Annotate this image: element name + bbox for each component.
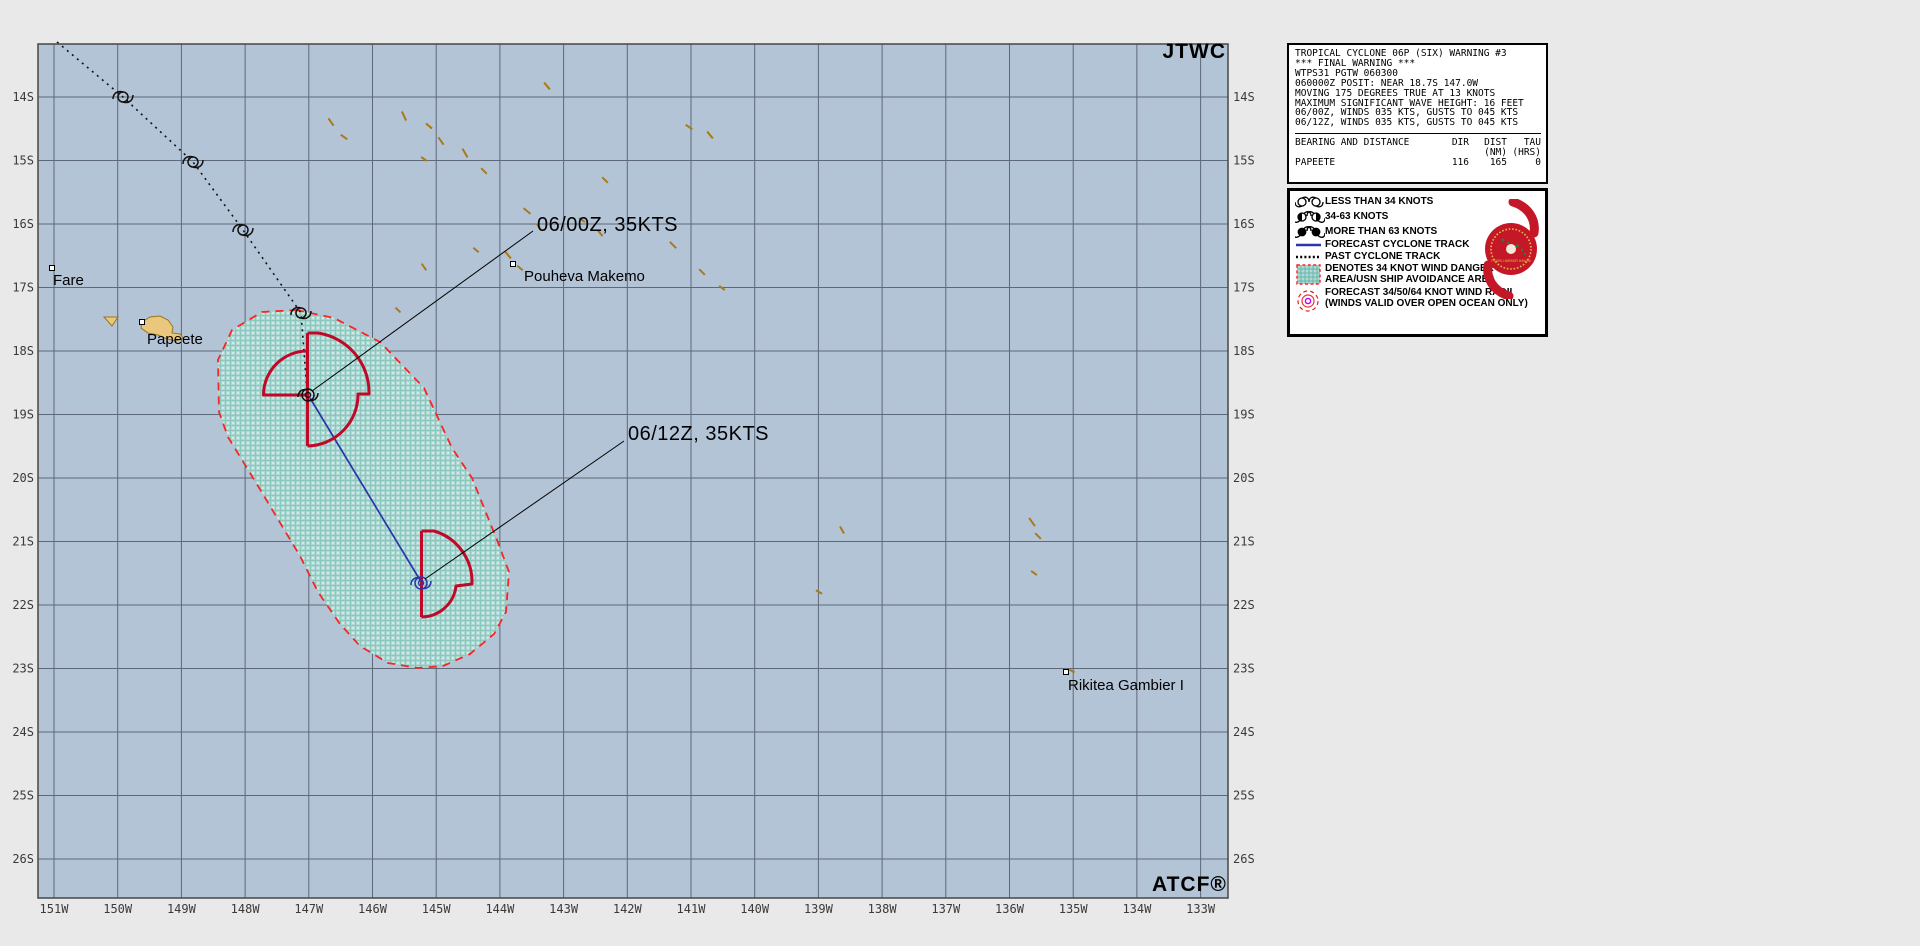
bearing-row-name: PAPEETE xyxy=(1295,157,1336,169)
longitude-tick-label: 135W xyxy=(1058,902,1088,916)
longitude-tick-label: 150W xyxy=(103,902,133,916)
latitude-tick-label-left: 22S xyxy=(12,598,34,612)
city-label: Fare xyxy=(53,272,84,289)
unit-nm: (NM) xyxy=(1484,147,1507,159)
latitude-tick-label-right: 20S xyxy=(1233,471,1255,485)
storm-lt34-icon xyxy=(1295,195,1325,209)
city-marker xyxy=(140,320,145,325)
forecast-track-icon xyxy=(1295,241,1325,249)
latitude-tick-label-right: 16S xyxy=(1233,217,1255,231)
bearing-row-tau: 0 xyxy=(1535,157,1541,169)
longitude-tick-label: 148W xyxy=(230,902,260,916)
latitude-tick-label-right: 18S xyxy=(1233,344,1255,358)
legend xyxy=(1287,188,1548,337)
past-track-icon xyxy=(1295,253,1325,261)
bearing-table-title: BEARING AND DISTANCE xyxy=(1295,137,1410,149)
latitude-tick-label-left: 24S xyxy=(12,725,34,739)
forecast-point-label: 06/00Z, 35KTS xyxy=(537,214,679,236)
atcf-watermark: ATCF® xyxy=(1152,873,1227,896)
svg-text:PEARL HARBOR HAWAII: PEARL HARBOR HAWAII xyxy=(1491,259,1531,263)
latitude-tick-label-left: 25S xyxy=(12,788,34,803)
bearing-row-dir: 116 xyxy=(1451,157,1469,169)
latitude-tick-label-right: 17S xyxy=(1233,280,1255,295)
latitude-tick-label-left: 16S xyxy=(12,217,34,231)
ocean-area xyxy=(38,44,1228,898)
longitude-tick-label: 144W xyxy=(485,902,515,916)
latitude-tick-label-right: 24S xyxy=(1233,725,1255,739)
warning-info-box xyxy=(1287,43,1548,184)
col-dist: DIST xyxy=(1484,137,1507,149)
longitude-tick-label: 145W xyxy=(421,902,451,916)
legend-label: PAST CYCLONE TRACK xyxy=(1325,250,1441,262)
latitude-tick-label-right: 19S xyxy=(1233,407,1255,422)
latitude-tick-label-right: 25S xyxy=(1233,788,1255,803)
bearing-row-dist: 165 xyxy=(1489,157,1507,169)
longitude-tick-label: 134W xyxy=(1122,902,1152,916)
warning-line: 06/00Z, WINDS 035 KTS, GUSTS TO 045 KTS xyxy=(1295,107,1519,119)
city-label: Papeete xyxy=(147,331,203,348)
latitude-tick-label-right: 26S xyxy=(1233,852,1255,866)
longitude-tick-label: 133W xyxy=(1186,902,1216,916)
forecast-point-label: 06/12Z, 35KTS xyxy=(628,423,770,445)
jtwc-watermark: JTWC xyxy=(1162,40,1226,63)
latitude-tick-label-left: 21S xyxy=(12,534,34,549)
longitude-tick-label: 143W xyxy=(549,902,579,916)
city-marker xyxy=(511,262,516,267)
latitude-tick-label-right: 14S xyxy=(1233,90,1255,104)
legend-label: DENOTES 34 KNOT WIND DANGER AREA/USN SHIP AVOIDANCE AREA xyxy=(1325,263,1496,285)
longitude-tick-label: 141W xyxy=(676,902,706,916)
warning-line: MOVING 175 DEGREES TRUE AT 13 KNOTS xyxy=(1295,87,1496,99)
longitude-tick-label: 138W xyxy=(867,902,897,916)
latitude-tick-label-right: 22S xyxy=(1233,598,1255,612)
latitude-tick-label-left: 17S xyxy=(12,280,34,295)
latitude-tick-label-left: 23S xyxy=(12,661,34,676)
latitude-tick-label-left: 26S xyxy=(12,852,34,866)
danger-area-swatch-icon xyxy=(1295,264,1325,286)
warning-line: WTPS31 PGTW 060300 xyxy=(1295,67,1398,79)
col-tau: TAU xyxy=(1523,137,1541,149)
col-dir: DIR xyxy=(1451,137,1469,149)
legend-label: 34-63 KNOTS xyxy=(1325,210,1389,222)
unit-hrs: (HRS) xyxy=(1512,147,1541,159)
latitude-tick-label-left: 19S xyxy=(12,407,34,422)
latitude-tick-label-right: 21S xyxy=(1233,534,1255,549)
legend-label: FORECAST CYCLONE TRACK xyxy=(1325,239,1470,250)
latitude-tick-label-right: 23S xyxy=(1233,661,1255,676)
wind-radii-icon xyxy=(1295,288,1325,314)
longitude-tick-label: 136W xyxy=(995,902,1024,916)
legend-label: LESS THAN 34 KNOTS xyxy=(1325,195,1434,207)
warning-line: MAXIMUM SIGNIFICANT WAVE HEIGHT: 16 FEET xyxy=(1295,97,1524,109)
warning-line: TROPICAL CYCLONE 06P (SIX) WARNING #3 xyxy=(1295,48,1507,59)
longitude-tick-label: 151W xyxy=(39,902,69,916)
warning-line: 060000Z POSIT: NEAR 18.7S 147.0W xyxy=(1295,77,1479,89)
longitude-tick-label: 146W xyxy=(358,902,387,916)
longitude-tick-label: 142W xyxy=(612,902,642,916)
latitude-tick-label-left: 14S xyxy=(12,90,34,104)
city-marker xyxy=(50,266,55,271)
legend-label: MORE THAN 63 KNOTS xyxy=(1325,225,1438,237)
latitude-tick-label-left: 15S xyxy=(12,153,34,168)
latitude-tick-label-right: 15S xyxy=(1233,153,1255,168)
longitude-tick-label: 140W xyxy=(740,902,770,916)
warning-line: *** FINAL WARNING *** xyxy=(1295,57,1416,69)
legend-label: FORECAST 34/50/64 KNOT WIND RADII (WINDS VALID OVER OPEN OCEAN ONLY) xyxy=(1325,287,1528,309)
longitude-tick-label: 139W xyxy=(803,902,833,916)
storm-gt63-icon xyxy=(1295,225,1325,239)
info-divider xyxy=(1295,133,1541,134)
longitude-tick-label: 149W xyxy=(166,902,196,916)
jtwc-seal xyxy=(1483,199,1539,299)
longitude-tick-label: 137W xyxy=(931,902,961,916)
storm-34-63-icon xyxy=(1295,210,1325,224)
latitude-tick-label-left: 18S xyxy=(12,344,34,358)
city-label: Pouheva Makemo xyxy=(524,268,645,285)
warning-line: 06/12Z, WINDS 035 KTS, GUSTS TO 045 KTS xyxy=(1295,117,1519,129)
city-label: Rikitea Gambier I xyxy=(1068,677,1184,694)
city-marker xyxy=(1064,670,1069,675)
bearing-distance-table xyxy=(1295,138,1541,168)
latitude-tick-label-left: 20S xyxy=(12,471,34,485)
longitude-tick-label: 147W xyxy=(294,902,324,916)
